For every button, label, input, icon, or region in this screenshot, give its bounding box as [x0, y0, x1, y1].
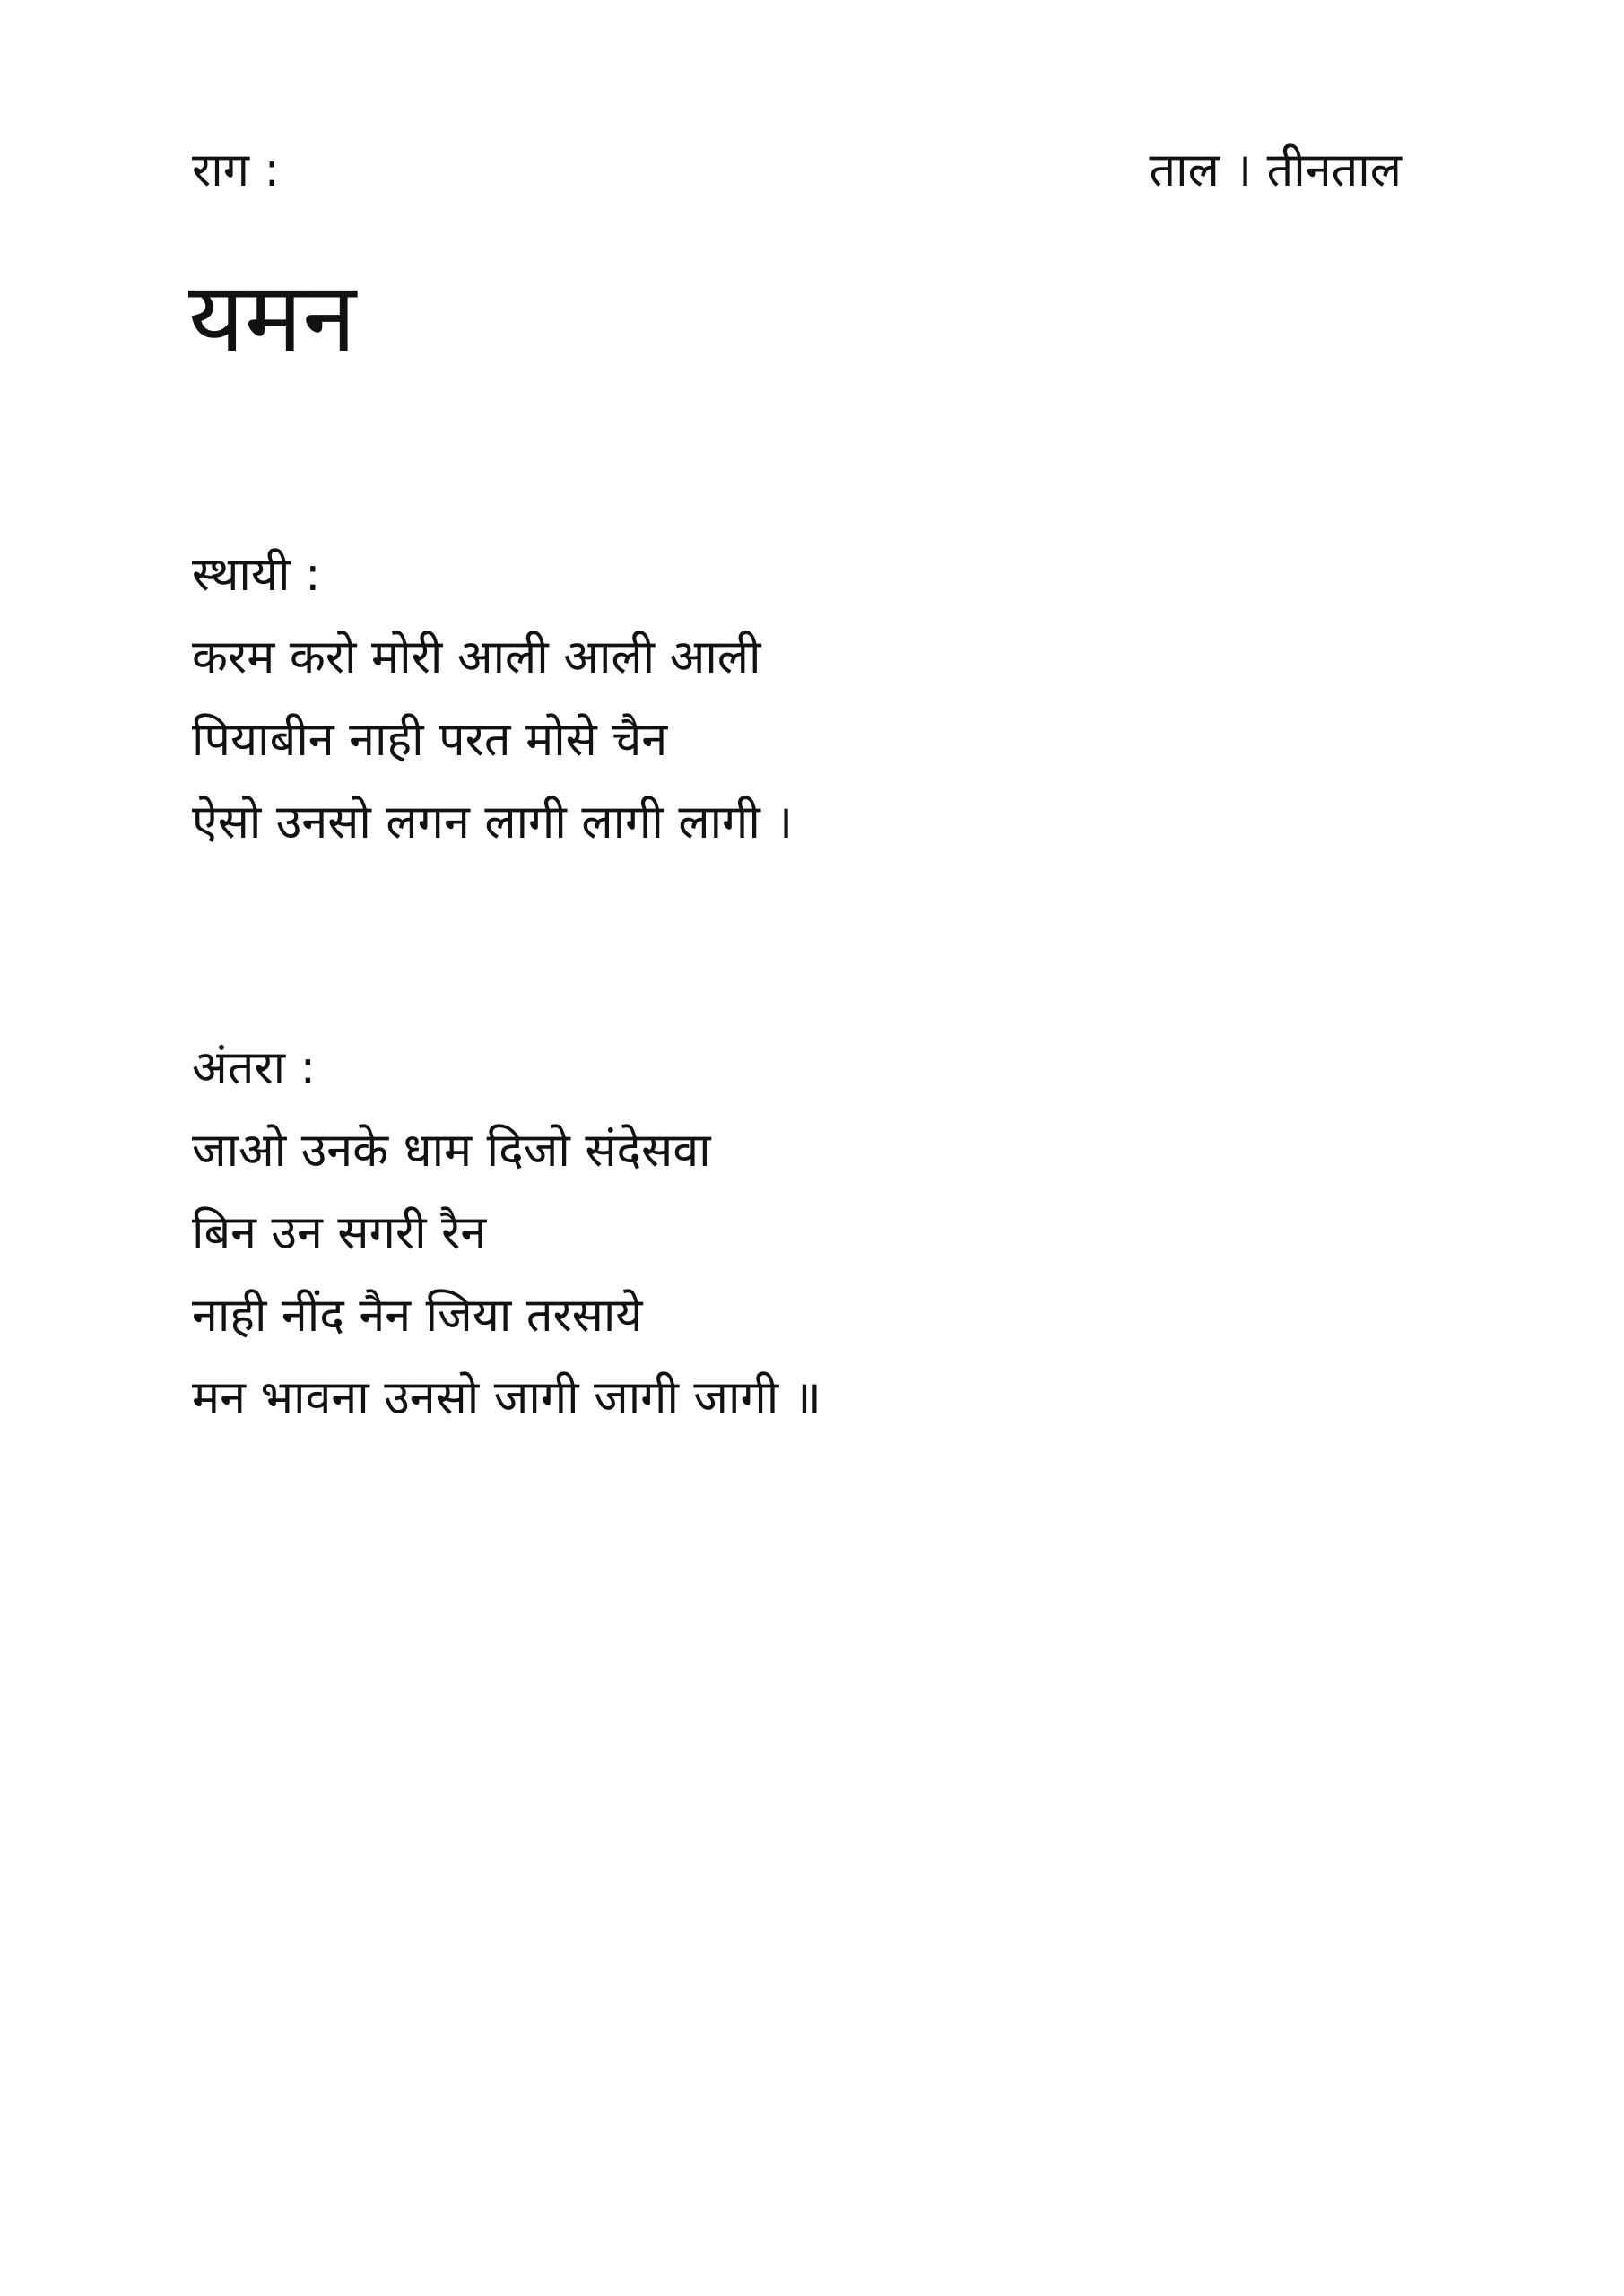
sthayi-section	[192, 534, 1358, 864]
sthayi-line-3: ऐसो उनसो लगन लागी लागी लागी ।	[192, 796, 794, 849]
antara-line-1: जाओ उनके धाम दिजो संदेसवा	[192, 1124, 711, 1178]
sthayi-heading: स्थायी :	[192, 548, 321, 602]
raag-label: राग :	[192, 144, 281, 197]
raag-title: यमन	[188, 262, 357, 374]
antara-line-2: बिन उन सगरी रैन	[192, 1206, 487, 1260]
taal-label: ताल । तीनताल	[1149, 144, 1402, 197]
sthayi-line-1: करम करो मोरी आली आली आली	[192, 631, 761, 684]
antara-line-3: नाही नींद नैन जिया तरसाये	[192, 1289, 643, 1343]
antara-heading: अंतरा :	[192, 1041, 317, 1095]
antara-section	[192, 1027, 1358, 1439]
sthayi-line-2: पियाबीन नाही परत मोसे चैन	[192, 713, 668, 767]
antara-line-4: मन भावना उनसो जागी जागी जागी ॥	[192, 1371, 821, 1425]
